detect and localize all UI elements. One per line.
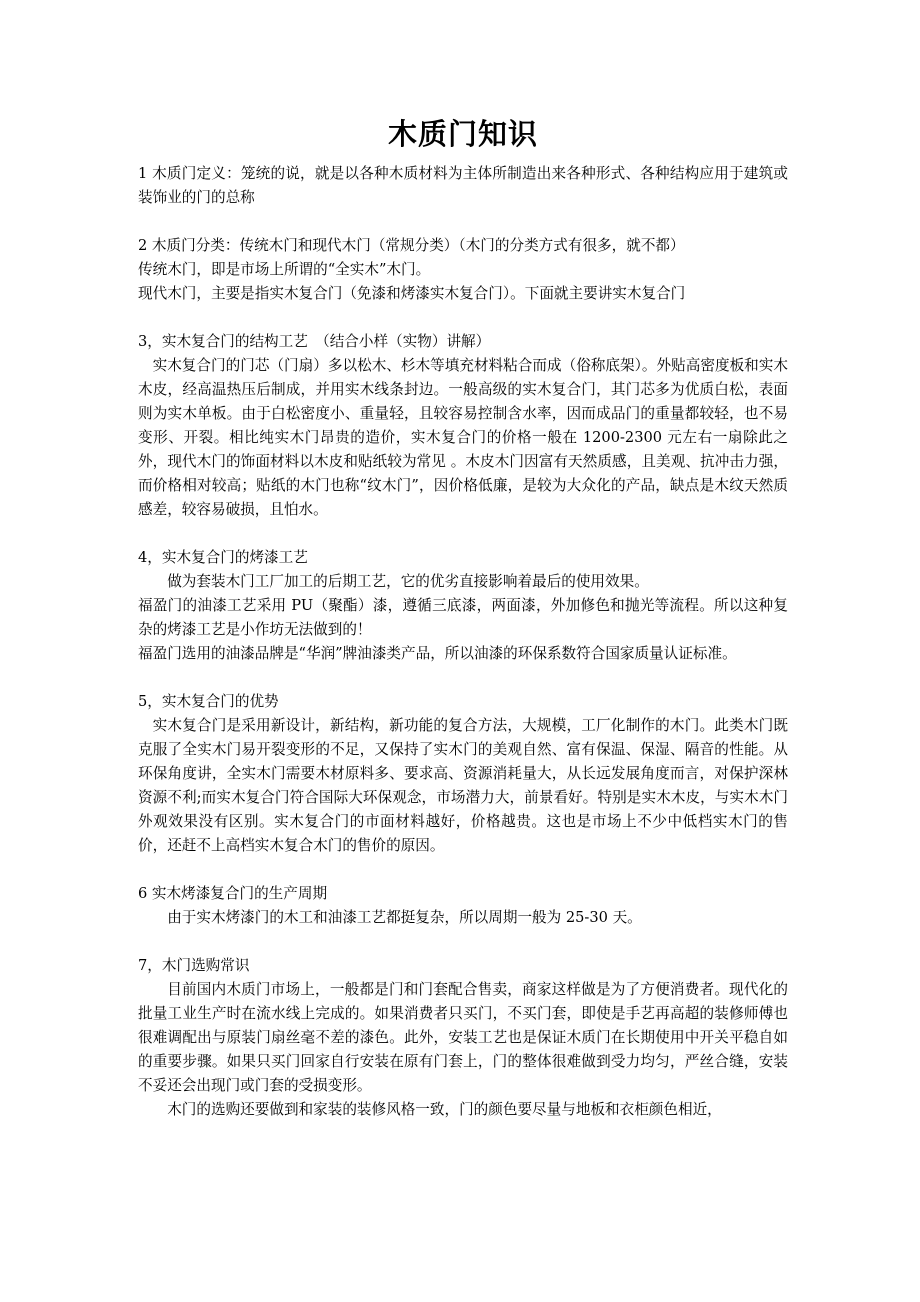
section-5-body: 实木复合门是采用新设计，新结构，新功能的复合方法，大规模，工厂化制作的木门。此类木门既克服了全实木门易开裂变形的不足，又保持了实木门的美观自然、富有保温、保湿、隔音的性能。从环保角度讲，全实木门需要木材原料多、要求高、资源消耗量大，从长远发展角度而言，对保护深林资源不利;而实木复合门符合国际大环保观念，市场潜力大，前景看好。特别是实木木皮，与实木木门外观效果没有区别。实木复合门的市面材料越好，价格越贵。这也是市场上不少中低档实木门的售价，还赶不上高档实木复合木门的售价的原因。: [138, 717, 788, 854]
spacer: [138, 210, 788, 234]
section-7-heading: 7，木门选购常识: [138, 957, 250, 974]
section-1-definition: 1 木质门定义：笼统的说，就是以各种木质材料为主体所制造出来各种形式、各种结构应用于建筑或装饰业的门的总称: [138, 165, 788, 206]
section-3-body: 实木复合门的门芯（门扇）多以松木、杉木等填充材料粘合而成（俗称底架）。外贴高密度板和实木木皮，经高温热压后制成，并用实木线条封边。一般高级的实木复合门，其门芯多为优质白松，表面则为实木单板。由于白松密度小、重量轻，且较容易控制含水率，因而成品门的重量都较轻，也不易 变形、开裂。相比纯实木门昂贵的造价，实木复合门的价格一般在 1200-2300 元左右一扇除此之外，现代木门的饰面材料以木皮和贴纸较为常见 。木皮木门因富有天然质感，且美观、抗冲击力强，而价格相对较高；贴纸的木门也称“纹木门”，因价格低廉，是较为大众化的产品，缺点是木纹天然质感差，较容易破损，且怕水。: [138, 357, 788, 518]
spacer: [138, 306, 788, 330]
section-2-line-1: 传统木门，即是市场上所谓的“全实木”木门。: [138, 261, 431, 278]
document-page: [138, 112, 788, 1122]
section-4-para-1: 福盈门的油漆工艺采用 PU（聚酯）漆，遵循三底漆，两面漆，外加修色和抛光等流程。所以这种复杂的烤漆工艺是小作坊无法做到的！: [138, 597, 788, 638]
section-2-line-2: 现代木门，主要是指实木复合门（免漆和烤漆实木复合门）。下面就主要讲实木复合门: [138, 285, 686, 302]
spacer: [138, 930, 788, 954]
section-2-heading: 2 木质门分类：传统木门和现代木门（常规分类）（木门的分类方式有很多，就不都）: [138, 237, 685, 254]
spacer: [138, 858, 788, 882]
spacer: [138, 522, 788, 546]
section-7-para-1: 目前国内木质门市场上，一般都是门和门套配合售卖，商家这样做是为了方便消费者。现代化的批量工业生产时在流水线上完成的。如果消费者只买门，不买门套，即使是手艺再高超的装修师傅也很难调配出与原装门扇丝毫不差的漆色。此外，安装工艺也是保证木质门在长期使用中开关平稳自如的重要步骤。如果只买门回家自行安装在原有门套上，门的整体很难做到受力均匀，严丝合缝，安装不妥还会出现门或门套的受损变形。: [138, 981, 788, 1094]
section-3-heading: 3，实木复合门的结构工艺 （结合小样（实物）讲解）: [138, 333, 491, 350]
section-5-heading: 5，实木复合门的优势: [138, 693, 279, 710]
section-6-heading: 6 实木烤漆复合门的生产周期: [138, 885, 328, 902]
section-6-line-1: 由于实木烤漆门的木工和油漆工艺都挺复杂，所以周期一般为 25-30 天。: [167, 909, 642, 926]
spacer: [138, 666, 788, 690]
section-4-heading: 4，实木复合门的烤漆工艺: [138, 549, 308, 566]
document-title: 木质门知识: [387, 117, 538, 151]
section-4-line-1: 做为套装木门工厂加工的后期工艺，它的优劣直接影响着最后的使用效果。: [167, 573, 649, 590]
section-7-para-2: 木门的选购还要做到和家装的装修风格一致，门的颜色要尽量与地板和衣柜颜色相近，: [167, 1101, 722, 1118]
section-4-para-2: 福盈门选用的油漆品牌是“华润”牌油漆类产品，所以油漆的环保系数符合国家质量认证标准。: [138, 645, 737, 662]
